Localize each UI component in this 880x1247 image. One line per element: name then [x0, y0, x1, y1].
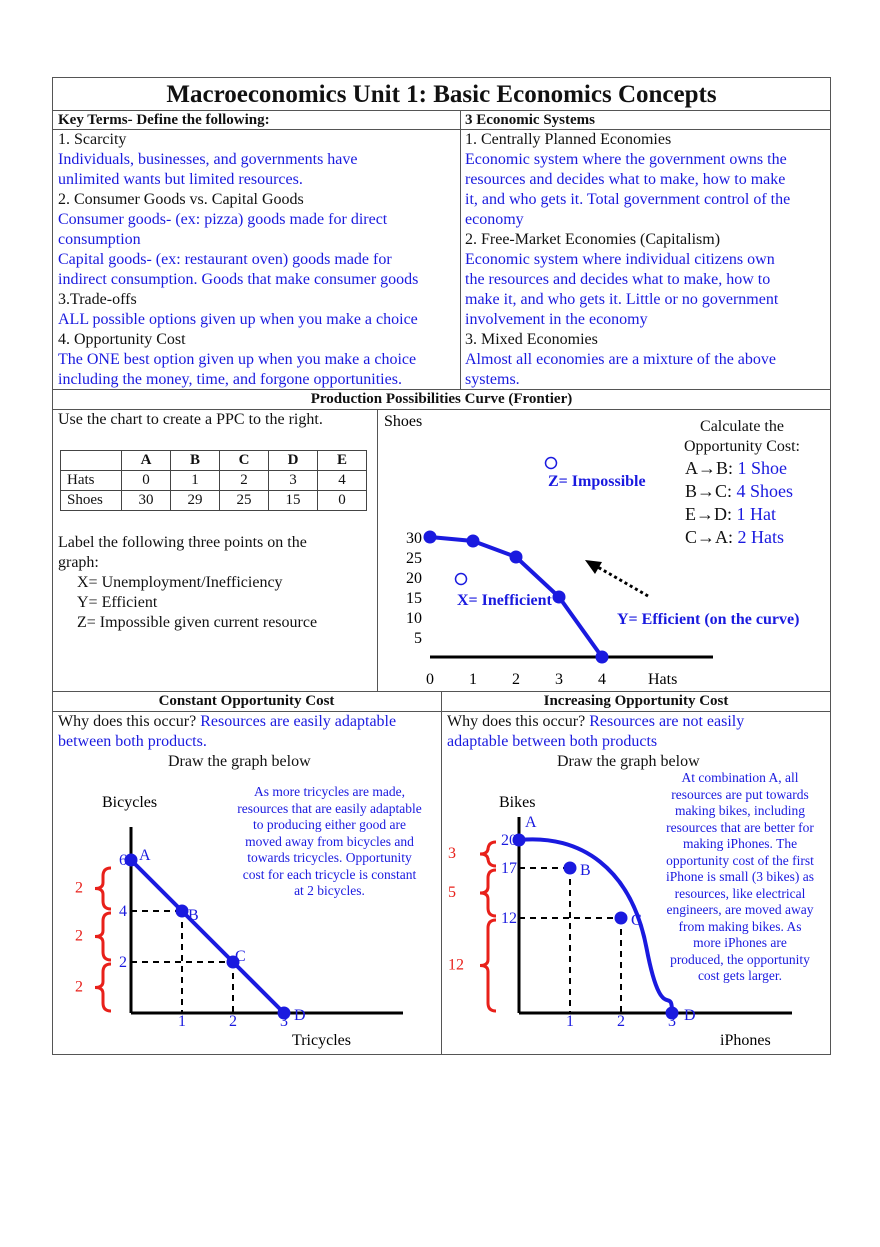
increasing-draw: Draw the graph below	[557, 753, 700, 770]
table-cell: 1	[171, 471, 220, 491]
x-tick-label: 2	[229, 1013, 237, 1030]
y-tick-label: 30	[406, 530, 422, 547]
x-tick-label: 3	[280, 1013, 288, 1030]
ppc-instruction: Use the chart to create a PPC to the right.	[58, 411, 323, 428]
point-label: D	[294, 1007, 306, 1024]
y-tick-label: 4	[119, 903, 127, 920]
ppc-point	[467, 535, 480, 548]
table-cell: 29	[171, 491, 220, 511]
cost-point	[564, 862, 577, 875]
calc-answer: 4 Shoes	[736, 481, 794, 501]
calc-list	[685, 457, 793, 549]
row-label: Hats	[61, 471, 122, 491]
table-header-row	[61, 451, 367, 471]
table-header-cell: D	[269, 451, 318, 471]
calc-answer: 1 Shoe	[737, 458, 788, 478]
note-line: resources that are better for	[666, 819, 814, 835]
y-axis-label: Bikes	[499, 794, 536, 811]
text-line: involvement in the economy	[465, 311, 648, 328]
note-line: At combination A, all	[681, 770, 799, 785]
x-tick-label: 1	[566, 1013, 574, 1030]
table-cell: 25	[220, 491, 269, 511]
red-brace	[480, 920, 496, 1011]
table-header-cell: E	[318, 451, 367, 471]
note-line: at 2 bicycles.	[294, 883, 365, 898]
text-line: Capital goods- (ex: restaurant oven) goods made for	[58, 251, 392, 268]
point-label: A	[525, 814, 537, 831]
note-line: more iPhones are	[693, 935, 787, 950]
y-tick-label: 12	[501, 910, 517, 927]
why-label: Why does this occur?	[58, 713, 197, 730]
label-instruction-line: Label the following three points on the	[58, 534, 307, 551]
ppc-data-table	[60, 450, 367, 511]
calc-label: E→D:	[685, 504, 732, 524]
y-tick-label: 2	[119, 954, 127, 971]
y-axis-label: Bicycles	[102, 794, 158, 811]
constant-note	[222, 784, 437, 900]
table-cell: 0	[318, 491, 367, 511]
calc-answer: 2 Hats	[737, 527, 785, 547]
y-tick-label: 17	[501, 860, 517, 877]
y-tick-label: 25	[406, 550, 422, 567]
calc-answer: 1 Hat	[736, 504, 776, 524]
label-instruction	[58, 533, 307, 573]
ppc-point	[596, 651, 609, 664]
calc-item	[685, 503, 793, 526]
text-line: make it, and who gets it. Little or no government	[465, 291, 779, 308]
table-cell: 15	[269, 491, 318, 511]
ppc-point	[424, 531, 437, 544]
note-line: resources that are easily adaptable	[237, 800, 422, 816]
text-line: 3.Trade-offs	[58, 291, 137, 308]
why-answer: adaptable between both products	[447, 733, 658, 750]
why-answer: between both products.	[58, 733, 207, 750]
note-line: cost for each tricycle is constant	[242, 866, 417, 882]
point-label: B	[188, 907, 199, 924]
z-annotation: Z= Impossible	[548, 473, 646, 490]
row-label: Shoes	[61, 491, 122, 511]
note-line: moved away from bicycles and	[245, 833, 414, 849]
calc-label: C→A:	[685, 527, 734, 547]
point-definitions	[77, 573, 317, 633]
key-terms-header: Key Terms- Define the following:	[58, 112, 270, 128]
x-tick-label: 2	[512, 671, 520, 688]
point-label: C	[631, 912, 642, 929]
point-label: B	[580, 862, 591, 879]
text-line: including the money, time, and forgone opportunities.	[58, 371, 402, 388]
text-line: indirect consumption. Goods that make consumer goods	[58, 271, 419, 288]
calc-label: A→B:	[685, 458, 734, 478]
note-line: iPhone is small (3 bikes) as	[665, 869, 815, 884]
table-cell: 4	[318, 471, 367, 491]
text-line: Economic system where the government owns the	[465, 151, 787, 168]
brace-label: 2	[75, 879, 83, 897]
text-line: The ONE best option given up when you make a choice	[58, 351, 417, 368]
note-line: opportunity cost of the first	[666, 852, 814, 868]
table-header-cell: A	[122, 451, 171, 471]
point-label: C	[235, 948, 246, 965]
red-brace	[95, 913, 111, 960]
table-cell: 30	[122, 491, 171, 511]
point-label: A	[139, 847, 151, 864]
red-brace	[480, 842, 496, 866]
text-line: Individuals, businesses, and governments have	[58, 151, 358, 168]
cost-point	[176, 905, 189, 918]
text-line: 1. Scarcity	[58, 131, 127, 148]
x-tick-label: 2	[617, 1013, 625, 1030]
calc-title	[662, 417, 822, 457]
note-line: cost gets larger.	[697, 968, 783, 983]
cost-curve	[519, 839, 672, 1013]
z-point-marker	[546, 458, 557, 469]
text-line: Almost all economies are a mixture of the above	[465, 351, 777, 368]
y-arrow-shaft	[596, 566, 648, 596]
point-definition: Y= Efficient	[77, 594, 158, 611]
x-point-marker	[456, 574, 467, 585]
table-header-cell: C	[220, 451, 269, 471]
y-tick-label: 20	[501, 832, 517, 849]
x-tick-label: 3	[668, 1013, 676, 1030]
note-line: resources, like electrical	[674, 885, 806, 901]
text-line: consumption	[58, 231, 141, 248]
text-line: Economic system where individual citizens own	[465, 251, 775, 268]
note-line: engineers, are moved away	[666, 902, 814, 917]
text-line: 1. Centrally Planned Economies	[465, 131, 672, 148]
table-row	[61, 491, 367, 511]
red-brace	[95, 964, 111, 1011]
calc-title-line: Opportunity Cost:	[683, 438, 800, 455]
constant-header: Constant Opportunity Cost	[158, 693, 335, 709]
text-line: resources and decides what to make, how to make	[465, 171, 786, 188]
text-line: it, and who gets it. Total government control of the	[465, 191, 791, 208]
table-header-cell: B	[171, 451, 220, 471]
x-tick-label: 1	[469, 671, 477, 688]
ppc-header: Production Possibilities Curve (Frontier)	[310, 391, 573, 407]
text-line: 2. Consumer Goods vs. Capital Goods	[58, 191, 304, 208]
text-line: the resources and decides what to make, how to	[465, 271, 771, 288]
table-cell: 3	[269, 471, 318, 491]
text-line: ALL possible options given up when you make a choice	[58, 311, 418, 328]
why-answer: Resources are easily adaptable	[200, 713, 397, 730]
text-line: unlimited wants but limited resources.	[58, 171, 303, 188]
ppc-point	[510, 551, 523, 564]
constant-draw: Draw the graph below	[168, 753, 311, 770]
constant-why	[58, 712, 438, 752]
y-axis-label: Shoes	[384, 413, 423, 430]
increasing-note	[652, 770, 828, 985]
why-answer: Resources are not easily	[589, 713, 745, 730]
brace-label: 5	[448, 884, 456, 901]
text-line: 2. Free-Market Economies (Capitalism)	[465, 231, 721, 248]
note-line: resources are put towards	[671, 786, 809, 802]
text-line: 4. Opportunity Cost	[58, 331, 186, 348]
y-tick-label: 20	[406, 570, 422, 587]
point-definition: X= Unemployment/Inefficiency	[77, 574, 283, 591]
y-tick-label: 15	[406, 590, 422, 607]
table-row	[61, 471, 367, 491]
x-axis-label: Hats	[648, 671, 678, 688]
x-tick-label: 0	[426, 671, 434, 688]
x-annotation: X= Inefficient	[457, 592, 552, 609]
note-line: produced, the opportunity	[670, 951, 810, 967]
y-tick-label: 5	[414, 630, 422, 647]
point-definition: Z= Impossible given current resource	[77, 614, 318, 631]
x-tick-label: 4	[598, 671, 606, 688]
calc-label: B→C:	[685, 481, 733, 501]
note-line: from making bikes. As	[678, 918, 802, 934]
why-label: Why does this occur?	[447, 713, 586, 730]
label-instruction-line: graph:	[58, 554, 99, 571]
key-terms-body	[58, 130, 458, 390]
note-line: making bikes, including	[674, 803, 806, 818]
brace-label: 3	[448, 845, 456, 862]
increasing-header: Increasing Opportunity Cost	[543, 693, 729, 709]
note-line: to producing either good are	[253, 817, 406, 832]
calc-item	[685, 526, 793, 549]
x-axis-label: Tricycles	[292, 1032, 351, 1049]
x-tick-label: 1	[178, 1013, 186, 1030]
x-axis-label: iPhones	[720, 1032, 771, 1049]
page-title: Macroeconomics Unit 1: Basic Economics Concepts	[166, 81, 717, 108]
text-line: systems.	[465, 371, 520, 388]
table-cell: 2	[220, 471, 269, 491]
brace-label: 12	[448, 956, 464, 974]
calc-item	[685, 480, 793, 503]
increasing-why	[447, 712, 827, 752]
brace-label: 2	[75, 927, 83, 945]
note-line: As more tricycles are made,	[253, 784, 406, 799]
brace-label: 2	[75, 978, 83, 996]
calc-title-line: Calculate the	[700, 418, 784, 435]
x-tick-label: 3	[555, 671, 563, 688]
y-tick-label: 10	[406, 610, 422, 627]
y-annotation: Y= Efficient (on the curve)	[617, 611, 800, 628]
economic-systems-body	[465, 130, 827, 390]
text-line: 3. Mixed Economies	[465, 331, 598, 348]
text-line: Consumer goods- (ex: pizza) goods made for direct	[58, 211, 388, 228]
note-line: making iPhones. The	[682, 836, 798, 851]
point-label: D	[684, 1007, 696, 1024]
text-line: economy	[465, 211, 524, 228]
calc-item	[685, 457, 793, 480]
note-line: towards tricycles. Opportunity	[247, 850, 412, 865]
cost-point	[615, 912, 628, 925]
divider	[460, 110, 461, 389]
y-tick-label: 6	[119, 852, 127, 869]
economic-systems-header: 3 Economic Systems	[465, 112, 595, 128]
table-cell	[61, 451, 122, 471]
table-cell: 0	[122, 471, 171, 491]
red-brace	[95, 868, 111, 909]
red-brace	[480, 870, 496, 916]
ppc-point	[553, 591, 566, 604]
